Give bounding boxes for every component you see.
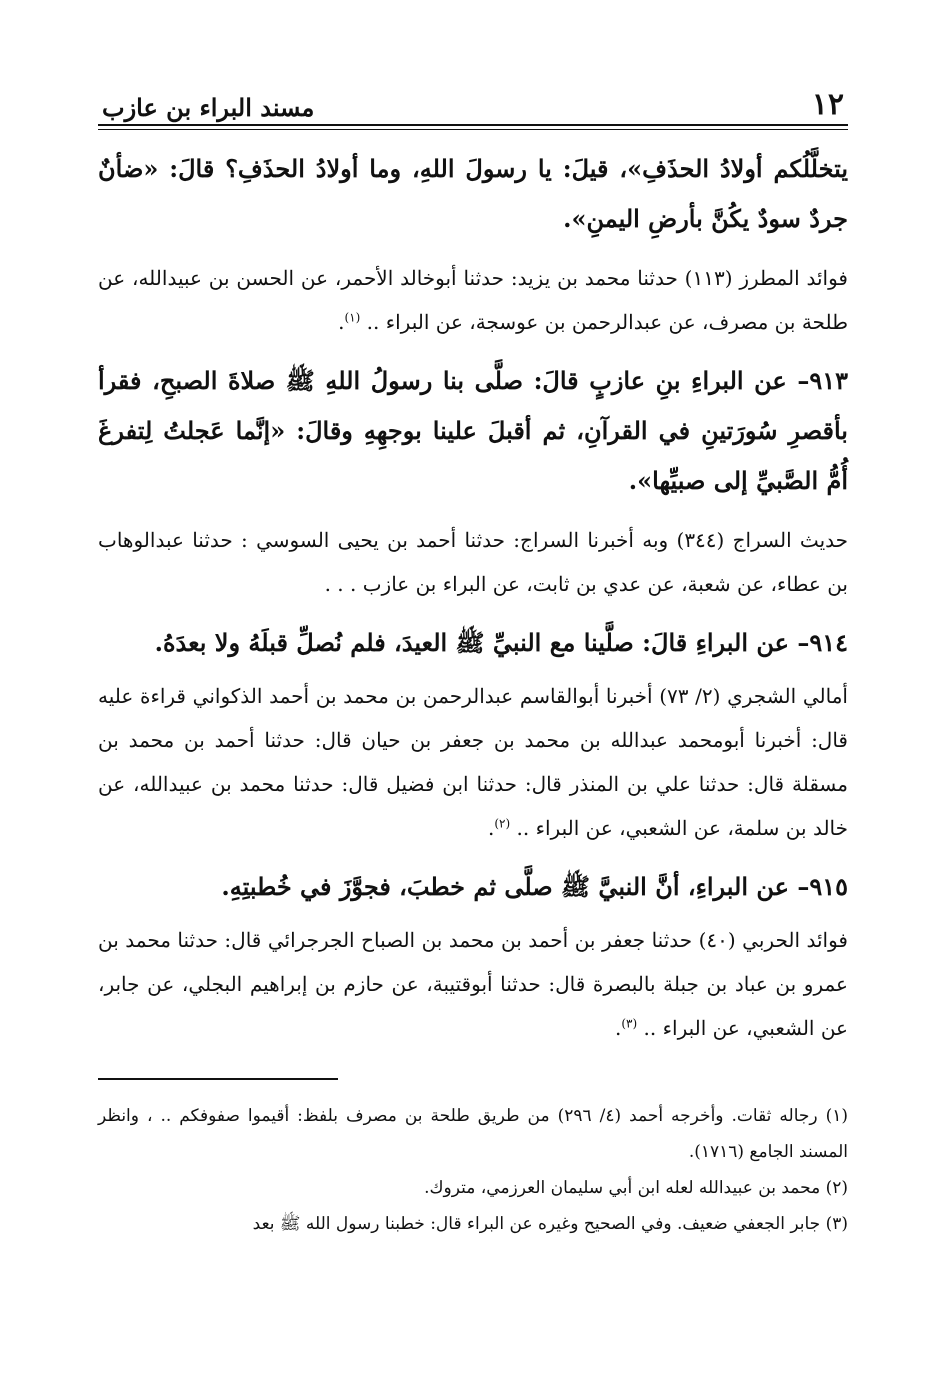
source-text: أمالي الشجري (٢/ ٧٣) أخبرنا أبوالقاسم عبدالرحمن بن محمد بن أحمد الذكواني قراءة عليه قال: أخبرنا أبومحمد عبدالله بن محمد بن جعفر بن حيان قال: حدثنا أحمد بن محمد بن مسقلة قال: حدثنا علي بن المنذر قال: حدثنا ابن فضيل قال: حدثنا محمد بن عبيدالله، عن خالد بن سلمة، عن الشعبي، عن البراء .. $^{(٢)}$.: [98, 684, 848, 840]
footnote-marker: (٢): [494, 816, 511, 831]
hadith-continuation: يتخلَّلُكم أولادُ الحذَفِ»، قيلَ: يا رسولَ اللهِ، وما أولادُ الحذَفِ؟ قالَ: «ضأنٌ جردٌ سودٌ يكُنَّ بأرضِ اليمنِ».: [98, 154, 849, 233]
book-page: [98, 78, 848, 1242]
footnote-marker: (١): [344, 310, 361, 325]
footnote-marker: (٣): [621, 1016, 638, 1031]
page-number: ١٢: [811, 87, 844, 122]
header-rule-thin: [98, 129, 848, 130]
footnote-2: (٢) محمد بن عبيدالله لعله ابن أبي سليمان العرزمي، متروك.: [424, 1178, 848, 1198]
main-text: [98, 144, 848, 1050]
page-header: [98, 78, 848, 120]
footnote-1: (١) رجاله ثقات. وأخرجه أحمد (٤/ ٢٩٦) من طريق طلحة بن مصرف بلفظ: أقيموا صفوفكم .. ، وانظر المسند الجامع (١٧١٦).: [98, 1106, 848, 1162]
footnote-separator: [98, 1078, 338, 1080]
hadith-914: ٩١٤– عن البراءِ قالَ: صلَّينا مع النبيِّ ﷺ العيدَ، فلم نُصلِّ قبلَهُ ولا بعدَهُ.: [154, 628, 848, 657]
source-text: حديث السراج (٣٤٤) وبه أخبرنا السراج: حدثنا أحمد بن يحيى السوسي : حدثنا عبدالوهاب بن عطاء، عن شعبة، عن عدي بن ثابت، عن البراء بن عازب . . .: [98, 528, 848, 596]
footnote-3: (٣) جابر الجعفي ضعيف. وفي الصحيح وغيره عن البراء قال: خطبنا رسول الله ﷺ بعد: [252, 1214, 848, 1234]
hadith-915: ٩١٥– عن البراءِ، أنَّ النبيَّ ﷺ صلَّى ثم خطبَ، فجوَّزَ في خُطبتِهِ.: [221, 872, 848, 901]
footnotes: [98, 1098, 848, 1242]
running-title: مسند البراء بن عازب: [102, 93, 315, 122]
source-text: فوائد الحربي (٤٠) حدثنا جعفر بن أحمد بن محمد بن الصباح الجرجرائي قال: حدثنا محمد بن عمرو بن عباد بن جبلة بالبصرة قال: حدثنا أبوقتيبة، عن حازم بن إبراهيم البجلي، عن جابر، عن الشعبي، عن البراء .. $^{(٣)}$.: [98, 928, 848, 1040]
source-text: فوائد المطرز (١١٣) حدثنا محمد بن يزيد: حدثنا أبوخالد الأحمر، عن الحسن بن عبيدالله، عن طلحة بن مصرف، عن عبدالرحمن بن عوسجة، عن البراء .. $^{(١)}$.: [98, 266, 848, 334]
header-rule-thick: [98, 124, 848, 126]
hadith-913: ٩١٣– عن البراءِ بنِ عازبٍ قالَ: صلَّى بنا رسولُ اللهِ ﷺ صلاةَ الصبحِ، فقرأ بأقصرِ سُورَتينِ في القرآنِ، ثم أقبلَ علينا بوجهِهِ وقالَ: «إنَّما عَجلتُ لِتفرغَ أُمُّ الصَّبيِّ إلى صبيِّها».: [98, 366, 848, 495]
